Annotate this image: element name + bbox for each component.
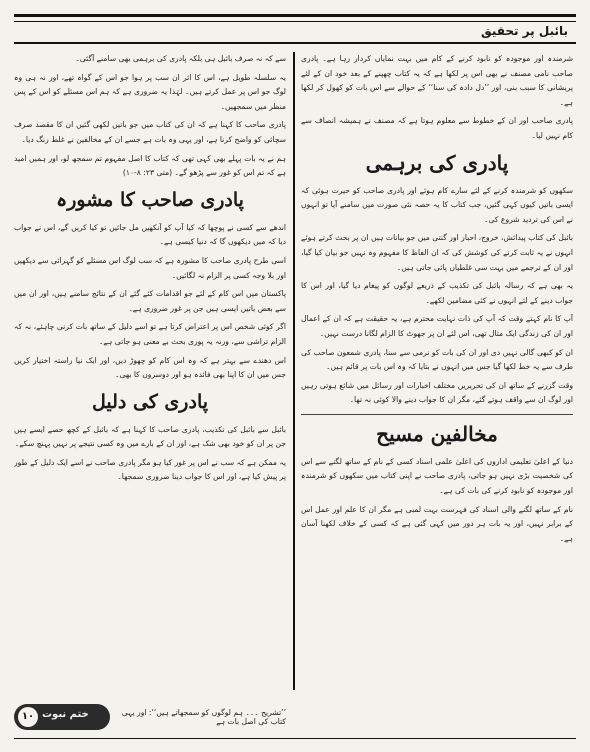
paragraph: بائبل سے بائبل کی تکذیب، پادری صاحب کا کہنا ہے کہ بائبل کے کچھ حصے ایسے ہیں جن پر ان کو خود بھی شک ہے، اور ان کے بارے میں وہ کسی نتیجے پر نہیں پہنچ سکے۔ (14, 424, 286, 449)
paragraph: یہ بھی ہے کہ رسالہ بائبل کی تکذیب کے ذریعے لوگوں کو پیغام دیا گیا، اور اس کا جواب دینے کے لئے انہوں نے کئی مضامین لکھے۔ (301, 281, 573, 305)
paragraph: یہ سلسلہ طویل ہے، اس کا اثر ان سب پر ہوا جو اس کے گواہ تھے، اور نہ ہی وہ لوگ جو اس پر عمل کرتے ہیں۔ لہٰذا یہ ضروری ہے کہ ہم اس مسئلے کو اس کے پس منظر میں سمجھیں۔ (14, 72, 286, 111)
publication-name: ختم نبوت (42, 709, 89, 720)
paragraph: یہ ممکن ہے کہ سب نے اس پر غور کیا ہو مگر پادری صاحب نے اسے ایک دلیل کے طور پر پیش کیا ہے، اور اس کا جواب دینا ضروری سمجھا۔ (14, 457, 286, 482)
paragraph: ہم نے یہ بات پہلے بھی کہی تھی کہ کتاب کا اصل مفہوم تم سمجھ لو، اور ہمیں امید ہے کہ تم اس کو غور سے پڑھو گے۔ (متی ۲۳: ۸-۱۰) (14, 153, 286, 178)
section-heading: پادری کی برہمی (365, 150, 509, 175)
paragraph: اسی طرح پادری صاحب کا مشورہ ہے کہ سب لوگ اس مسئلے کو گہرائی سے دیکھیں اور بلا وجہ کسی پر الزام نہ لگائیں۔ (14, 255, 286, 280)
paragraph: پاکستان میں اس کام کے لئے جو اقدامات کئے گئے ان کے نتائج سامنے ہیں، اور ان میں سے بعض باتیں ایسی ہیں جن پر غور ضروری ہے۔ (14, 289, 286, 313)
paragraph: نام کے ساتھ لگنے والی اسناد کی فہرست بہت لمبی ہے مگر ان کا علم اور عمل اس کے برابر نہیں، اور یہ بات ہر دور میں کہی گئی ہے کہ کسی کے خلاف لکھنا آسان ہے۔ (301, 504, 573, 543)
paragraph: ان کو کبھی گالی نہیں دی اور ان کی بات کو نرمی سے سنا، پادری شمعون صاحب کی طرف سے یہ خط لکھا گیا جس میں انہوں نے بتایا کہ وہ اس بات پر قائم ہیں۔ (301, 347, 573, 372)
paragraph: اندھے سے کسی نے پوچھا کہ کیا آپ کو آنکھیں مل جائیں تو کیا کریں گے، اس نے جواب دیا کہ میں دیکھوں گا کہ دنیا کیسی ہے۔ (14, 222, 286, 247)
paragraph: شرمندہ اور موجودہ کو نابود کرنے کے کام میں بہت نمایاں کردار رہا ہے۔ پادری صاحب نامی مصنف نے بھی اس پر لکھا ہے کہ یہ کتاب چھپنے کے بعد خود ان کے لئے پریشانی کا سبب بنی، اور ’’دل دادہ کی سنا‘‘ کے حوالے سے اس بات کو کھول کر لکھا ہے۔ (301, 54, 573, 107)
section-heading: مخالفین مسیح (301, 414, 573, 447)
top-rule (14, 14, 576, 22)
bottom-rule (14, 738, 576, 739)
paragraph: وقت گزرنے کے ساتھ ان کی تحریریں مختلف اخبارات اور رسائل میں شائع ہوتی رہیں اور لوگ ان سے واقف ہوتے گئے، مگر ان کا جواب دینے والا کوئی نہ تھا۔ (301, 380, 573, 405)
paragraph: پادری صاحب کا کہنا ہے کہ ان کی کتاب میں جو باتیں لکھی گئیں ان کا مقصد صرف سچائی کو واضح کرنا ہے، اور یہی وہ بات ہے جسے ان کے مخالفین نے غلط رنگ دیا۔ (14, 120, 286, 144)
page-footer (14, 702, 286, 732)
right-column (301, 52, 573, 690)
section-heading: پادری صاحب کا مشورہ (56, 188, 244, 211)
page-number: ۱۰ (18, 707, 38, 727)
paragraph: بائبل کی کتاب پیدائش، خروج، احبار اور گنتی میں جو بیانات ہیں ان پر بحث کرتے ہوئے انہوں نے یہ ثابت کرنے کی کوشش کی کہ ان الفاظ کا مفہوم وہ نہیں جو بیان کیا گیا، اور ان کے ترجمے میں بہت سی غلطیاں پائی جاتی ہیں۔ (301, 233, 573, 272)
header-title: بائبل پر تحقیق (481, 24, 568, 38)
publication-badge (14, 704, 110, 730)
paragraph: آپ کا نام کہتے وقت کہ آپ کی ذات نہایت محترم ہے، یہ حقیقت ہے کہ ان کے اعمال اور ان کی زندگی ایک مثال تھی، اس لئے ان پر جھوٹ کا الزام لگانا درست نہیں۔ (301, 314, 573, 338)
column-divider (293, 52, 295, 690)
footer-note: ’’تشریح ۔۔۔ ہم لوگوں کو سمجھاتے ہیں‘‘: اور یہی کتاب کی اصل بات ہے (121, 708, 286, 726)
page-header (14, 22, 576, 44)
paragraph: اگر کوئی شخص اس پر اعتراض کرتا ہے تو اسے دلیل کے ساتھ بات کرنی چاہئے، نہ کہ الزام تراشی سے، ورنہ یہ پوری بحث بے معنی ہو جاتی ہے۔ (14, 322, 286, 346)
paragraph: پادری صاحب اور ان کے خطوط سے معلوم ہوتا ہے کہ مصنف نے ہمیشہ انصاف سے کام نہیں لیا۔ (301, 116, 573, 140)
paragraph: سکھوں کو شرمندہ کرنے کے لئے سارے کام ہوئے اور پادری صاحب کو حیرت ہوئی کہ ایسی باتیں کیوں کہی گئیں، جب کتاب کا یہ حصہ نئی صورت میں سامنے آیا تو انہوں نے اس کی تردید شروع کی۔ (301, 185, 573, 224)
paragraph: دنیا کے اعلیٰ تعلیمی اداروں کی اعلیٰ علمی اسناد کسی کے نام کے ساتھ لگنے سے اس کی شخصیت بڑی نہیں ہو جاتی، پادری صاحب نے اپنی کتاب میں سکھوں کو شرمندہ اور موجودہ کو نابود کرنے کی بات کی ہے۔ (301, 456, 573, 496)
section-heading: پادری کی دلیل (91, 390, 209, 413)
paragraph: سے کہ نہ صرف بائبل ہی بلکہ پادری کی برہمی بھی سامنے آگئی۔ (75, 54, 286, 63)
left-column (14, 52, 286, 708)
header-divider (14, 42, 576, 44)
paragraph: اس دھندے سے بہتر ہے کہ وہ اس کام کو چھوڑ دیں، اور ایک نیا راستہ اختیار کریں جس میں ان کا اپنا بھی فائدہ ہو اور دوسروں کا بھی۔ (14, 355, 286, 380)
